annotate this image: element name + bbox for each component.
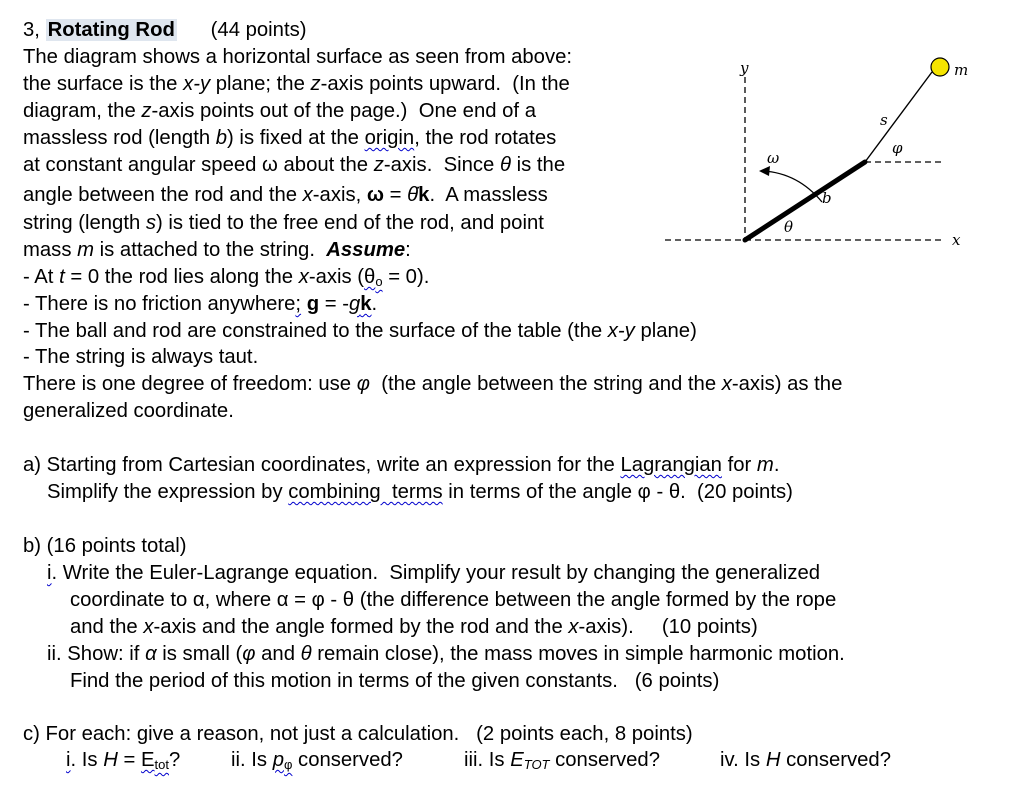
part-c-header: c) For each: give a reason, not just a calculation. (2 points each, 8 points) [23, 723, 693, 745]
intro-line-3: diagram, the z-axis points out of the page.) One end of a [23, 100, 536, 122]
problem-number: 3, [23, 19, 40, 41]
point-mass [931, 58, 949, 76]
part-b-i-line-3: and the x-axis and the angle formed by the rod and the x-axis). (10 points) [70, 616, 758, 638]
problem-title: Rotating Rod [47, 19, 175, 41]
x-axis-label: x [952, 231, 961, 249]
part-b-ii-line-2: Find the period of this motion in terms of the given constants. (6 points) [70, 670, 720, 692]
mass-label: m [954, 61, 969, 79]
intro-line-8: mass m is attached to the string. Assume: [23, 239, 411, 261]
theta-label: θ [784, 218, 794, 236]
assumption-3: - The ball and rod are constrained to the surface of the table (the x-y plane) [23, 320, 697, 342]
rod [745, 162, 865, 240]
part-b-ii-line-1: ii. Show: if α is small (φ and θ remain close), the mass moves in simple harmonic motion. [47, 643, 845, 665]
omega-label: ω [767, 149, 780, 167]
part-a-line-2: Simplify the expression by combining terms in terms of the angle φ - θ. (20 points) [47, 481, 793, 503]
part-c-item-3: iii. Is $E_{TOT}$ conserved? [464, 749, 660, 772]
part-c-item-4: iv. Is H conserved? [720, 749, 891, 771]
intro-line-7: string (length s) is tied to the free end of the rod, and point [23, 212, 544, 234]
intro-line-2: the surface is the x-y plane; the z-axis points upward. (In the [23, 73, 570, 95]
part-b-header: b) (16 points total) [23, 535, 187, 557]
part-b-i-line-2: coordinate to α, where α = φ - θ (the difference between the angle formed by the rope [70, 589, 837, 611]
problem-header [23, 17, 307, 43]
assumption-2: - There is no friction anywhere; g = -gk. [23, 293, 378, 315]
phi-label: φ [892, 139, 903, 157]
part-b-i-line-1: i. Write the Euler-Lagrange equation. Simplify your result by changing the generalized [47, 562, 821, 584]
intro-line-4: massless rod (length b) is fixed at the origin, the rod rotates [23, 127, 557, 149]
rotating-rod-diagram [660, 55, 980, 255]
assumption-1: - At t = 0 the rod lies along the x-axis $(\theta_o = 0)$. [23, 266, 430, 289]
string-length-label: s [880, 111, 888, 129]
intro-line-1: The diagram shows a horizontal surface as seen from above: [23, 46, 572, 68]
part-a-line-1: a) Starting from Cartesian coordinates, write an expression for the Lagrangian for m. [23, 454, 780, 476]
problem-points: (44 points) [210, 19, 307, 41]
part-c-item-2: ii. Is $p_\varphi$ conserved? [231, 749, 403, 772]
rod-length-label: b [822, 189, 832, 207]
dof-line-1: There is one degree of freedom: use φ (the angle between the string and the x-axis) as the [23, 373, 843, 395]
intro-line-5: at constant angular speed ω about the z-axis. Since θ is the [23, 154, 566, 176]
part-c-item-1: i. Is $H = E_{tot}$? [66, 749, 181, 772]
intro-line-6: angle between the rod and the x-axis, ω = θ̇k. A massless [23, 184, 548, 206]
dof-line-2: generalized coordinate. [23, 400, 234, 422]
assumption-4: - The string is always taut. [23, 346, 259, 368]
y-axis-label: y [740, 59, 749, 77]
omega-arrow-head [759, 166, 770, 176]
